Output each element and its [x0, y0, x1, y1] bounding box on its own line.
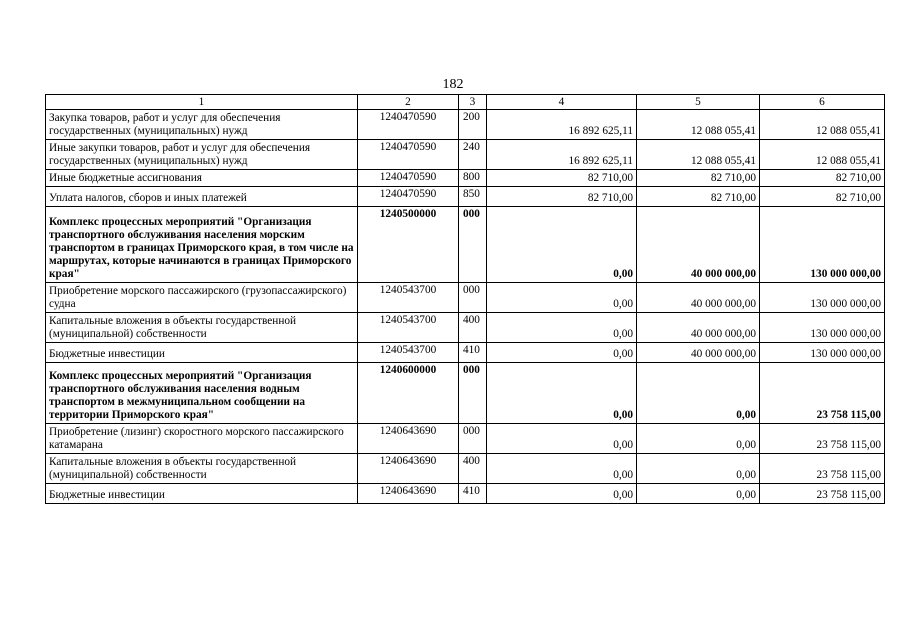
row-name: Иные бюджетные ассигнования	[46, 170, 358, 187]
row-name: Капитальные вложения в объекты государственной (муниципальной) собственности	[46, 454, 358, 484]
row-value-4: 0,00	[487, 343, 637, 363]
row-value-6: 12 088 055,41	[760, 140, 885, 170]
table-row	[46, 140, 885, 170]
column-header: 1	[46, 95, 358, 110]
budget-table	[45, 94, 885, 504]
row-expense-type: 800	[459, 170, 487, 187]
row-value-5: 40 000 000,00	[637, 283, 760, 313]
row-value-6: 130 000 000,00	[760, 283, 885, 313]
table-row	[46, 313, 885, 343]
row-value-4: 0,00	[487, 313, 637, 343]
row-value-5: 40 000 000,00	[637, 343, 760, 363]
row-code: 1240543700	[358, 283, 459, 313]
row-code: 1240643690	[358, 454, 459, 484]
table-row	[46, 207, 885, 283]
header-row	[46, 95, 885, 110]
row-value-6: 23 758 115,00	[760, 424, 885, 454]
row-value-4: 16 892 625,11	[487, 140, 637, 170]
row-expense-type: 200	[459, 110, 487, 140]
row-value-4: 16 892 625,11	[487, 110, 637, 140]
row-code: 1240600000	[358, 363, 459, 424]
row-code: 1240543700	[358, 313, 459, 343]
row-value-4: 82 710,00	[487, 170, 637, 187]
row-expense-type: 000	[459, 363, 487, 424]
row-value-4: 0,00	[487, 207, 637, 283]
row-value-6: 82 710,00	[760, 187, 885, 207]
row-value-5: 12 088 055,41	[637, 140, 760, 170]
row-expense-type: 410	[459, 484, 487, 504]
table-row	[46, 484, 885, 504]
row-name: Бюджетные инвестиции	[46, 484, 358, 504]
row-value-5: 12 088 055,41	[637, 110, 760, 140]
row-name: Бюджетные инвестиции	[46, 343, 358, 363]
row-expense-type: 850	[459, 187, 487, 207]
table-row	[46, 110, 885, 140]
row-expense-type: 400	[459, 313, 487, 343]
column-header: 3	[459, 95, 487, 110]
row-code: 1240470590	[358, 170, 459, 187]
table-row	[46, 170, 885, 187]
row-name: Комплекс процессных мероприятий "Организация транспортного обслуживания населения морским транспортом в границах Приморского края, в том числе на маршрутах, которые начинаются в границах Приморского края"	[46, 207, 358, 283]
row-value-6: 130 000 000,00	[760, 343, 885, 363]
column-header: 2	[358, 95, 459, 110]
row-value-4: 0,00	[487, 283, 637, 313]
row-name: Закупка товаров, работ и услуг для обеспечения государственных (муниципальных) нужд	[46, 110, 358, 140]
row-code: 1240470590	[358, 187, 459, 207]
row-value-6: 12 088 055,41	[760, 110, 885, 140]
row-value-6: 23 758 115,00	[760, 454, 885, 484]
row-value-4: 0,00	[487, 424, 637, 454]
row-value-5: 40 000 000,00	[637, 313, 760, 343]
row-value-5: 0,00	[637, 424, 760, 454]
row-value-4: 82 710,00	[487, 187, 637, 207]
row-name: Уплата налогов, сборов и иных платежей	[46, 187, 358, 207]
table-row	[46, 424, 885, 454]
row-code: 1240470590	[358, 140, 459, 170]
row-code: 1240643690	[358, 484, 459, 504]
row-code: 1240470590	[358, 110, 459, 140]
row-expense-type: 000	[459, 283, 487, 313]
row-name: Приобретение (лизинг) скоростного морского пассажирского катамарана	[46, 424, 358, 454]
row-value-5: 0,00	[637, 484, 760, 504]
row-code: 1240543700	[358, 343, 459, 363]
row-expense-type: 410	[459, 343, 487, 363]
row-name: Приобретение морского пассажирского (грузопассажирского) судна	[46, 283, 358, 313]
row-value-6: 23 758 115,00	[760, 363, 885, 424]
row-value-6: 82 710,00	[760, 170, 885, 187]
table-row	[46, 283, 885, 313]
row-expense-type: 000	[459, 424, 487, 454]
row-value-5: 40 000 000,00	[637, 207, 760, 283]
row-expense-type: 240	[459, 140, 487, 170]
column-header: 5	[637, 95, 760, 110]
row-expense-type: 000	[459, 207, 487, 283]
row-name: Комплекс процессных мероприятий "Организация транспортного обслуживания населения водным транспортом в межмуниципальном сообщении на территории Приморского края"	[46, 363, 358, 424]
column-header: 4	[487, 95, 637, 110]
row-code: 1240500000	[358, 207, 459, 283]
row-value-5: 0,00	[637, 454, 760, 484]
row-value-4: 0,00	[487, 484, 637, 504]
table-row	[46, 343, 885, 363]
row-name: Капитальные вложения в объекты государственной (муниципальной) собственности	[46, 313, 358, 343]
row-name: Иные закупки товаров, работ и услуг для обеспечения государственных (муниципальных) нужд	[46, 140, 358, 170]
row-value-5: 82 710,00	[637, 170, 760, 187]
row-value-4: 0,00	[487, 454, 637, 484]
row-value-6: 130 000 000,00	[760, 313, 885, 343]
table-row	[46, 454, 885, 484]
page-number: 182	[442, 77, 464, 92]
row-expense-type: 400	[459, 454, 487, 484]
row-value-5: 0,00	[637, 363, 760, 424]
column-header: 6	[760, 95, 885, 110]
row-code: 1240643690	[358, 424, 459, 454]
table-row	[46, 187, 885, 207]
row-value-6: 23 758 115,00	[760, 484, 885, 504]
row-value-6: 130 000 000,00	[760, 207, 885, 283]
table-row	[46, 363, 885, 424]
row-value-5: 82 710,00	[637, 187, 760, 207]
row-value-4: 0,00	[487, 363, 637, 424]
